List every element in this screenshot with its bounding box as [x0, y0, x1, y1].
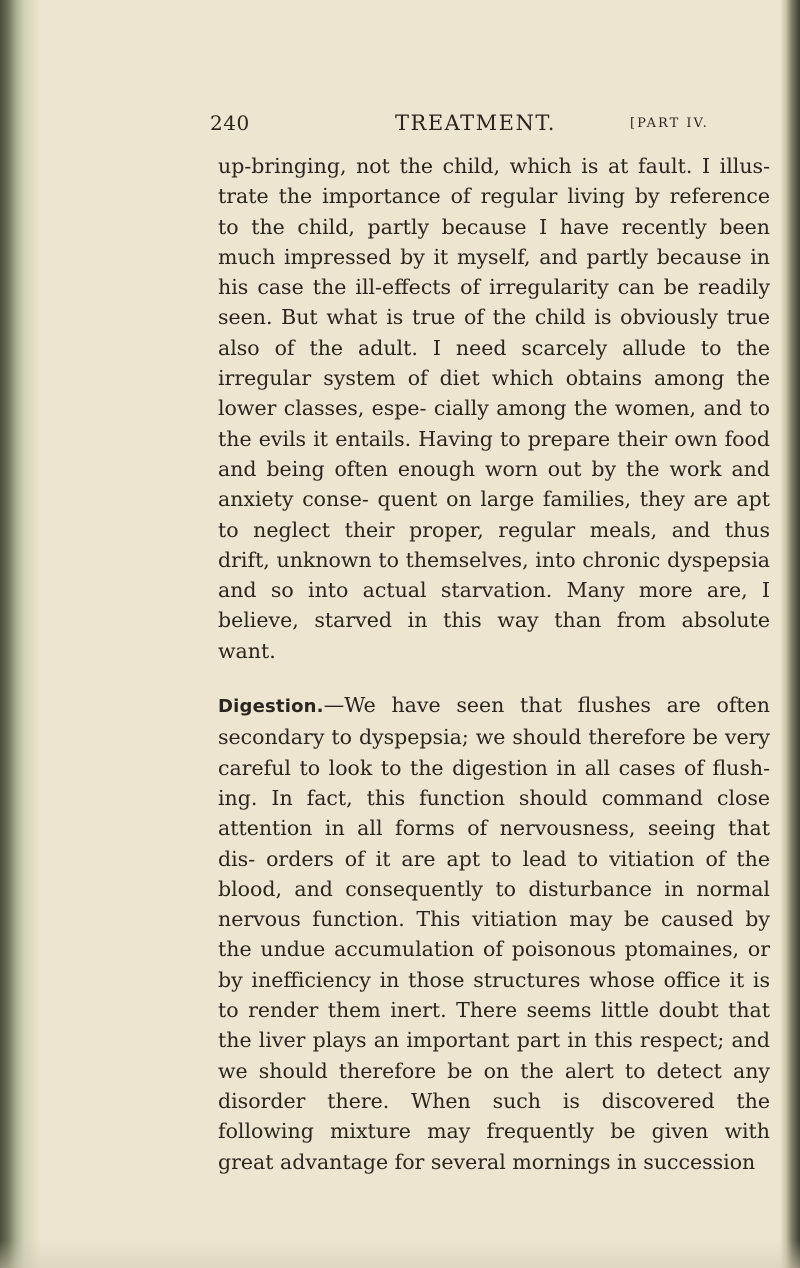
paragraph-digestion-text: —We have seen that flushes are often secondary to dyspepsia; we should therefore be very careful to look to the digestion in all cases of flush- ing. In fact, this function should command close attention in all forms of nervousness, seeing that dis- orders of it are apt to lead to vitiation of the blood, and consequently to disturbance in normal nervous function. This vitiation may be caused by the undue accumulation of poisonous ptomaines, or by inefficiency in those structures whose office it is to render them inert. There seems little doubt that the liver plays an important part in this respect; and we should therefore be on the alert to detect any disorder there. When such is discovered the following mixture may frequently be given with great advantage for several mornings in succession — [218, 693, 770, 1174]
page-number: 240 — [210, 111, 250, 135]
running-title: TREATMENT. — [395, 111, 556, 135]
paragraph-regular-living: up-bringing, not the child, which is at fault. I illus- trate the importance of regular living by reference to the child, partly because I have recently been much impressed by it myself, and partly because in his case the ill-effects of irregularity can be readily seen. But what is true of the child is obviously true also of the adult. I need scarcely allude to the irregular system of diet which obtains among the lower classes, espe- cially among the women, and to the evils it entails. Having to prepare their own food and being often enough worn out by the work and anxiety conse- quent on large families, they are apt to neglect their proper, regular meals, and thus drift, unknown to themselves, into chronic dyspepsia and so into actual starvation. Many more are, I believe, starved in this way than from absolute want. — [218, 154, 770, 663]
paragraph-digestion — [218, 690, 770, 1177]
section-heading-digestion: Digestion. — [218, 696, 324, 718]
running-header — [210, 110, 768, 144]
part-label: [PART IV. — [630, 116, 709, 131]
page-bottom-shadow — [0, 1240, 800, 1268]
book-gutter-shadow — [0, 0, 40, 1268]
page-edge-shadow — [780, 0, 800, 1268]
main-text-column — [218, 147, 770, 1177]
